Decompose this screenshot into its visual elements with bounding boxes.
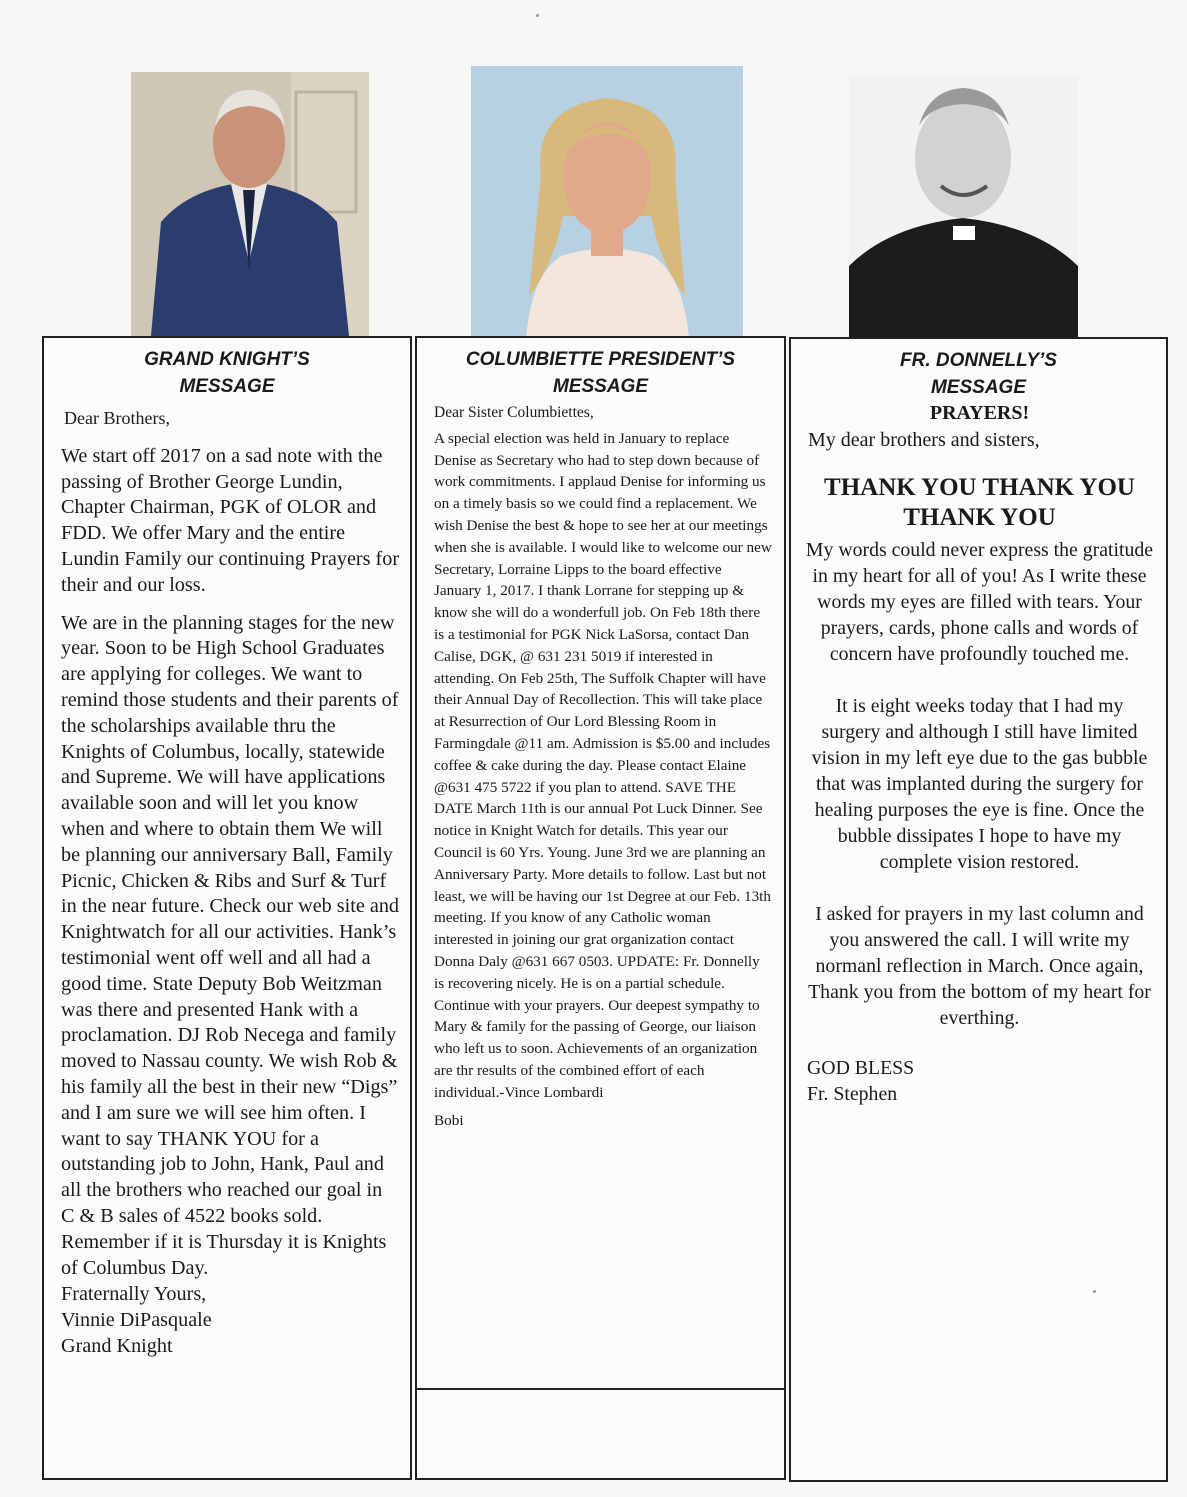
columbiette-column [415, 336, 786, 1480]
scan-speck [1093, 1290, 1096, 1293]
grand-knight-title: Grand Knight [61, 1335, 173, 1358]
fr-donnelly-paragraph: I asked for prayers in my last column and you answered the call. I will write my normanl reflection in March. Once again, Thank you from the bottom of my heart for everthing. [808, 903, 1151, 1029]
grand-knight-name: Vinnie DiPasquale [61, 1309, 212, 1332]
grand-knight-photo [131, 72, 369, 336]
scan-speck [536, 14, 539, 17]
columbiette-signature: Bobi [434, 1111, 464, 1129]
grand-knight-paragraph: We are in the planning stages for the new year. Soon to be High School Graduates are applying for colleges. We want to remind those students and their parents of the scholarships available thru the Knights of Columbus, locally, statewide and Supreme. We will have applications available soon and will let you know when and where to obtain them We will be planning our anniversary Ball, Family Picnic, Chicken & Ribs and Surf & Turf in the near future. Check our web site and Knightwatch for all our activities. Hank’s testimonial went off well and all had a good time. State Deputy Bob Weitzman was there and presented Hank with a proclamation. DJ Rob Necega and family moved to Nassau county. We wish Rob & his family all the best in their new “Digs” and I am sure we will see him often. I want to say THANK YOU for a outstanding job to John, Hank, Paul and all the brothers who reached our goal in C & B sales of 4522 books sold. Remember if it is Thursday it is Knights of Columbus Day. [61, 611, 400, 1279]
prayers-heading: PRAYERS! [929, 402, 1030, 424]
columbiette-president-photo [471, 66, 743, 338]
thank-you-heading: THANK YOU THANK YOU THANK YOU [824, 474, 1135, 531]
fr-donnelly-salutation: My dear brothers and sisters, [808, 429, 1040, 451]
columbiette-heading: COLUMBIETTE PRESIDENT’S MESSAGE [465, 349, 736, 397]
column-divider [417, 1388, 784, 1390]
fr-donnelly-paragraph: It is eight weeks today that I had my surgery and although I still have limited vision in my left eye due to the gas bubble that was implanted during the surgery for healing purposes the eye is fine. Once the bubble dissipates I hope to have my complete vision restored. [811, 695, 1148, 873]
fr-donnelly-blessing: GOD BLESS [807, 1057, 915, 1079]
grand-knight-column [42, 336, 412, 1480]
fr-donnelly-name: Fr. Stephen [807, 1083, 898, 1105]
columbiette-paragraph: A special election was held in January to replace Denise as Secretary who had to step down because of work commitments. I applaud Denise for informing us on a timely basis so we could find a replacement. We wish Denise the best & hope to see her at our meetings when she is available. I would like to welcome our new Secretary, Lorraine Lipps to the board effective January 1, 2017. I thank Lorrane for stepping up & know she will do a wonderfull job. On Feb 18th there is a testimonial for PGK Nick LaSorsa, contact Dan Calise, DGK, @ 631 231 5019 if interested in attending. On Feb 25th, The Suffolk Chapter will have their Annual Day of Recollection. This will take place at Resurrection of Our Lord Blessing Room in Farmingdale @11 am. Admission is $5.00 and includes coffee & cake during the day. Please contact Elaine @631 475 5722 if you plan to attend. SAVE THE DATE March 11th is our annual Pot Luck Dinner. See notice in Knight Watch for details. This year our Council is 60 Yrs. Young. June 3rd we are planning an Anniversary Party. More details to follow. Last but not least, we will be having our 1st Degree at our Feb. 13th meeting. If you know of any Catholic woman interested in joining our grat organization contact Donna Daly @631 667 0503. UPDATE: Fr. Donnelly is recovering nicely. He is on a partial schedule. Continue with your prayers. Our deepest sympathy to Mary & family for the passing of George, our liaison who left us to soon. Achievements of an organization are thr results of the combined effort of each individual.-Vince Lombardi [434, 429, 772, 1101]
fr-donnelly-column [789, 337, 1168, 1482]
fr-donnelly-paragraph: My words could never express the gratitude in my heart for all of you! As I write these words my eyes are filled with tears. Your prayers, cards, phone calls and words of concern have profoundly touched me. [805, 539, 1154, 665]
fr-donnelly-heading: FR. DONNELLY’S MESSAGE [900, 350, 1057, 398]
fr-donnelly-photo [849, 76, 1078, 338]
grand-knight-salutation: Dear Brothers, [64, 408, 170, 428]
columbiette-salutation: Dear Sister Columbiettes, [434, 404, 594, 421]
grand-knight-closing: Fraternally Yours, [61, 1283, 207, 1306]
grand-knight-heading: GRAND KNIGHT’S MESSAGE [144, 349, 310, 397]
grand-knight-paragraph: We start off 2017 on a sad note with the passing of Brother George Lundin, Chapter Chairman, PGK of OLOR and FDD. We offer Mary and the entire Lundin Family our continuing Prayers for their and our loss. [61, 444, 400, 596]
